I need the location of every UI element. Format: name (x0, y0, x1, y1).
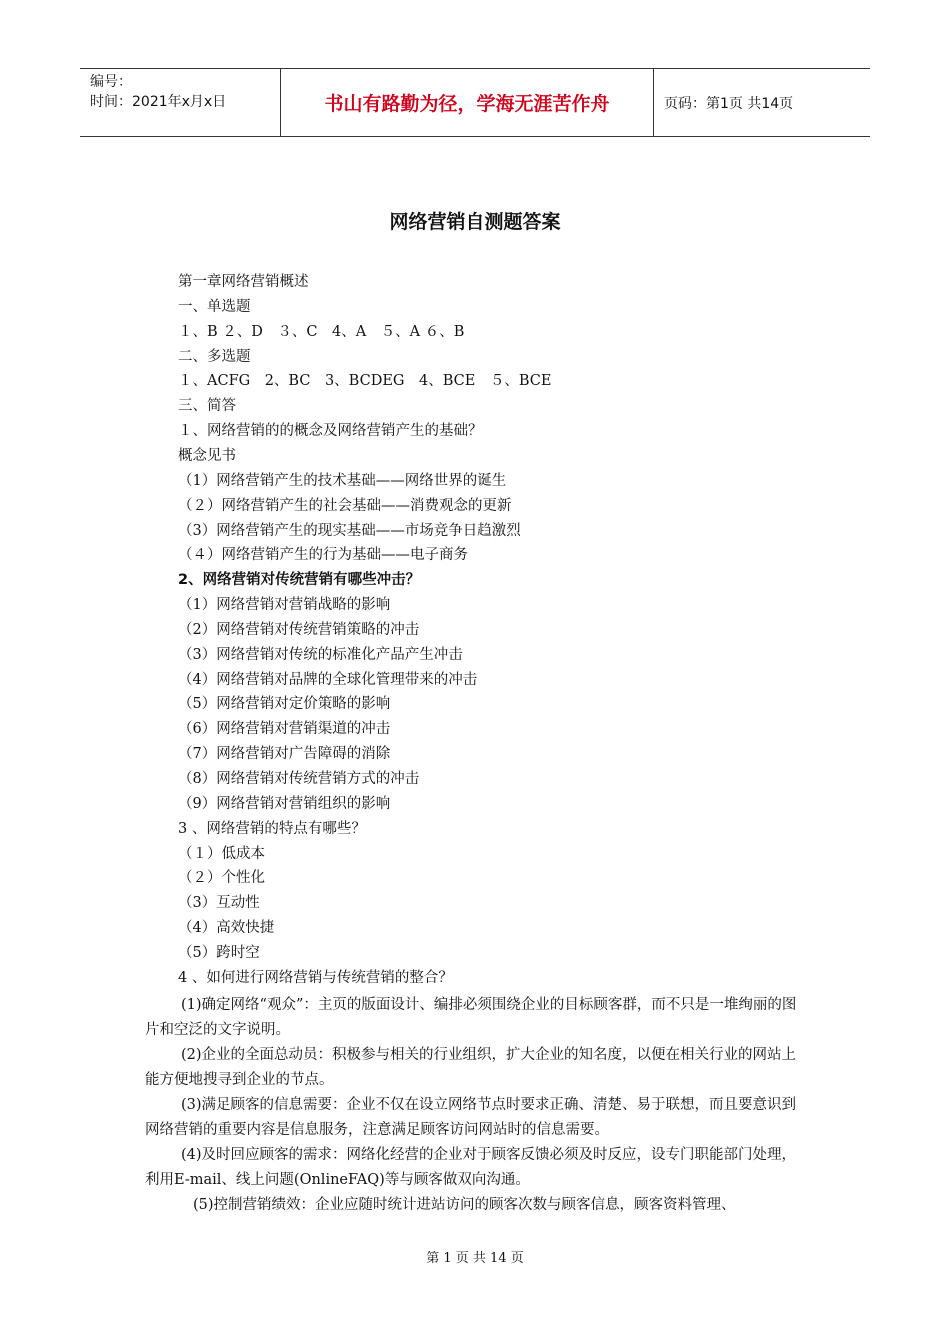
text-line: （9）网络营销对营销组织的影响 (178, 795, 391, 812)
text-line: （5）网络营销对定价策略的影响 (178, 696, 391, 713)
time-label: 时间：2021年x月x日 (90, 94, 227, 110)
answer-paragraph: (5)控制营销绩效：企业应随时统计进站访问的顾客次数与顾客信息，顾客资料管理、 (193, 1197, 736, 1214)
text-line: （8）网络营销对传统营销方式的冲击 (178, 771, 420, 787)
text-line: 概念见书 (178, 447, 236, 464)
header-table (80, 68, 870, 137)
text-line: 一、单选题 (178, 298, 251, 315)
text-line: 第一章网络营销概述 (178, 274, 309, 290)
text-line: １、网络营销的的概念及网络营销产生的基础？ (178, 423, 483, 440)
text-line: 二、多选题 (178, 348, 251, 365)
text-line: （3）互动性 (178, 895, 260, 912)
text-line: （3）网络营销对传统的标准化产品产生冲击 (178, 646, 463, 663)
text-line: １、ACFG 2、BC 3、BCDEG 4、BCE ５、BCE (178, 373, 552, 390)
header-motto: 书山有路勤为径，学海无涯苦作舟 (280, 69, 654, 136)
text-line: １、B ２、D ３、C 4、A ５、A ６、B (178, 323, 465, 340)
text-line: 4 、如何进行网络营销与传统营销的整合？ (178, 969, 453, 986)
page-footer: 第 1 页 共 14 页 (426, 1251, 524, 1266)
text-line: （２）网络营销产生的社会基础——消费观念的更新 (178, 497, 512, 514)
header-page-info: 页码：第1页 共14页 (664, 95, 794, 112)
answer-paragraph: (4)及时回应顾客的需求：网络化经营的企业对于顾客反馈必须及时反应，设专门职能部门处理，利用E-mail、线上问题(OnlineFAQ)等与顾客做双向沟通。 (145, 1147, 797, 1189)
answer-paragraph: (1)确定网络“观众”：主页的版面设计、编排必须围绕企业的目标顾客群，而不只是一堆绚丽的图片和空泛的文字说明。 (145, 996, 797, 1038)
text-line: （1）网络营销产生的技术基础——网络世界的诞生 (178, 472, 507, 489)
text-line: （2）网络营销对传统营销策略的冲击 (178, 621, 420, 638)
text-line: （1）网络营销对营销战略的影响 (178, 597, 391, 614)
text-line: （２）个性化 (178, 870, 265, 887)
text-line: （5）跨时空 (178, 944, 260, 961)
text-line: （6）网络营销对营销渠道的冲击 (178, 721, 391, 738)
document-title: 网络营销自测题答案 (389, 211, 561, 233)
answer-paragraph: (3)满足顾客的信息需要：企业不仅在设立网络节点时要求正确、清楚、易于联想，而且要意识到网络营销的重要内容是信息服务，注意满足顾客访问网站时的信息需要。 (145, 1097, 797, 1139)
number-label: 编号： (90, 74, 132, 90)
text-line: （4）高效快捷 (178, 920, 275, 937)
text-line: 3 、网络营销的特点有哪些？ (178, 820, 366, 837)
header-meta (80, 69, 280, 136)
text-line: （１）低成本 (178, 845, 265, 862)
answer-paragraph: (2)企业的全面总动员：积极参与相关的行业组织，扩大企业的知名度，以便在相关行业的网站上能方便地搜寻到企业的节点。 (145, 1046, 797, 1088)
text-line: （4）网络营销对品牌的全球化管理带来的冲击 (178, 671, 478, 688)
text-line: （3）网络营销产生的现实基础——市场竞争日趋激烈 (178, 522, 521, 539)
text-line: 三、简答 (178, 398, 236, 415)
text-line: （４）网络营销产生的行为基础——电子商务 (178, 547, 468, 564)
text-line: （7）网络营销对广告障碍的消除 (178, 746, 391, 763)
text-line: 2、网络营销对传统营销有哪些冲击？ (178, 572, 421, 589)
